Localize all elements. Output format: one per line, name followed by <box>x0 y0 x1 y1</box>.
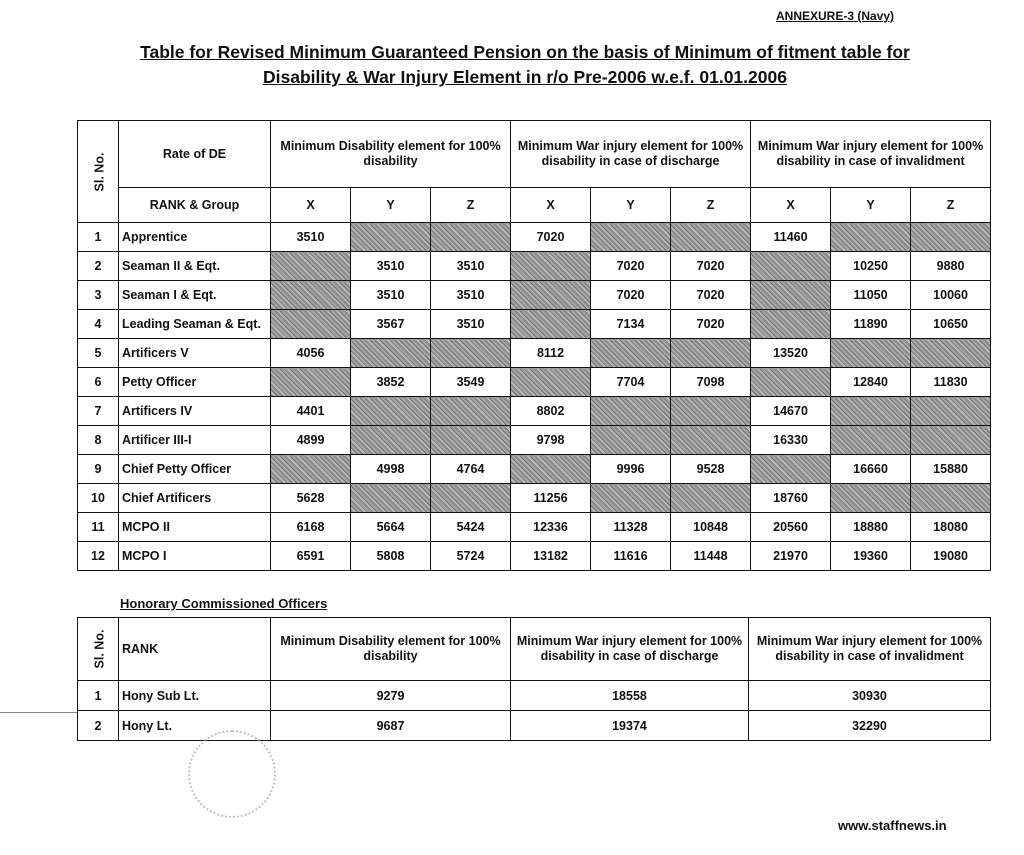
shaded-cell <box>351 397 431 426</box>
group-header-disability: Minimum Disability element for 100% disability <box>271 121 511 188</box>
value-cell: 19360 <box>831 542 911 571</box>
sl-no: 6 <box>78 368 119 397</box>
value-cell: 21970 <box>751 542 831 571</box>
sl-no: 10 <box>78 484 119 513</box>
shaded-cell <box>751 368 831 397</box>
sub-header-y: Y <box>591 188 671 223</box>
shaded-cell <box>431 397 511 426</box>
shaded-cell <box>751 310 831 339</box>
shaded-cell <box>271 281 351 310</box>
shaded-cell <box>911 426 991 455</box>
value-cell: 10650 <box>911 310 991 339</box>
shaded-cell <box>431 426 511 455</box>
value-cell: 9528 <box>671 455 751 484</box>
rank: Seaman II & Eqt. <box>119 252 271 281</box>
value-cell: 11328 <box>591 513 671 542</box>
shaded-cell <box>511 281 591 310</box>
value-cell: 7020 <box>671 310 751 339</box>
table-row <box>78 484 991 513</box>
shaded-cell <box>271 368 351 397</box>
value-cell: 9798 <box>511 426 591 455</box>
value-cell: 9279 <box>271 681 511 711</box>
table-row <box>78 426 991 455</box>
value-cell: 12840 <box>831 368 911 397</box>
value-cell: 7020 <box>511 223 591 252</box>
sl-no: 9 <box>78 455 119 484</box>
annexure-label: ANNEXURE-3 (Navy) <box>776 9 895 23</box>
value-cell: 4998 <box>351 455 431 484</box>
value-cell: 13520 <box>751 339 831 368</box>
table-row <box>78 252 991 281</box>
sub-header-y: Y <box>831 188 911 223</box>
shaded-cell <box>511 368 591 397</box>
value-cell: 5424 <box>431 513 511 542</box>
shaded-cell <box>831 397 911 426</box>
shaded-cell <box>831 223 911 252</box>
value-cell: 5628 <box>271 484 351 513</box>
shaded-cell <box>911 223 991 252</box>
rank: Chief Artificers <box>119 484 271 513</box>
rank: Leading Seaman & Eqt. <box>119 310 271 339</box>
shaded-cell <box>671 484 751 513</box>
value-cell: 3549 <box>431 368 511 397</box>
value-cell: 12336 <box>511 513 591 542</box>
value-cell: 18558 <box>511 681 749 711</box>
value-cell: 18080 <box>911 513 991 542</box>
sub-header-x: X <box>271 188 351 223</box>
sl-no: 3 <box>78 281 119 310</box>
shaded-cell <box>511 252 591 281</box>
sl-no: 1 <box>78 681 119 711</box>
rank: Apprentice <box>119 223 271 252</box>
table-row <box>78 455 991 484</box>
value-cell: 9687 <box>271 711 511 741</box>
value-cell: 3567 <box>351 310 431 339</box>
rank-header: RANK & Group <box>119 188 271 223</box>
rank: Artificer III-I <box>119 426 271 455</box>
rank: Petty Officer <box>119 368 271 397</box>
rate-header: Rate of DE <box>119 121 271 188</box>
sl-no: 2 <box>78 711 119 741</box>
table-row <box>78 310 991 339</box>
shaded-cell <box>351 484 431 513</box>
shaded-cell <box>831 484 911 513</box>
shaded-cell <box>351 339 431 368</box>
group-header-discharge: Minimum War injury element for 100% disability in case of discharge <box>511 121 751 188</box>
shaded-cell <box>831 426 911 455</box>
footer-watermark: www.staffnews.in <box>838 818 947 833</box>
value-cell: 5808 <box>351 542 431 571</box>
rank-header: RANK <box>119 618 271 681</box>
value-cell: 7020 <box>591 281 671 310</box>
value-cell: 10060 <box>911 281 991 310</box>
sl-no-header: Sl. No. <box>78 121 119 223</box>
value-cell: 6168 <box>271 513 351 542</box>
table-row <box>78 542 991 571</box>
shaded-cell <box>431 339 511 368</box>
sub-header-z: Z <box>431 188 511 223</box>
table-row <box>78 281 991 310</box>
rank: Chief Petty Officer <box>119 455 271 484</box>
shaded-cell <box>591 426 671 455</box>
value-cell: 3510 <box>431 252 511 281</box>
shaded-cell <box>271 252 351 281</box>
shaded-cell <box>911 339 991 368</box>
value-cell: 5724 <box>431 542 511 571</box>
rank: Artificers IV <box>119 397 271 426</box>
sl-no-header: Sl. No. <box>78 618 119 681</box>
shaded-cell <box>671 426 751 455</box>
shaded-cell <box>831 339 911 368</box>
value-cell: 16330 <box>751 426 831 455</box>
rank: Hony Lt. <box>119 711 271 741</box>
table-row <box>78 223 991 252</box>
shaded-cell <box>911 397 991 426</box>
value-cell: 16660 <box>831 455 911 484</box>
table-row <box>78 368 991 397</box>
table-row <box>78 339 991 368</box>
value-cell: 32290 <box>749 711 991 741</box>
shaded-cell <box>671 339 751 368</box>
value-cell: 3510 <box>431 281 511 310</box>
value-cell: 3852 <box>351 368 431 397</box>
sub-header-z: Z <box>671 188 751 223</box>
value-cell: 8802 <box>511 397 591 426</box>
value-cell: 20560 <box>751 513 831 542</box>
shaded-cell <box>351 426 431 455</box>
shaded-cell <box>431 223 511 252</box>
shaded-cell <box>591 339 671 368</box>
shaded-cell <box>911 484 991 513</box>
title-line-2: Disability & War Injury Element in r/o Pre-2006 w.e.f. 01.01.2006 <box>263 67 787 87</box>
value-cell: 11256 <box>511 484 591 513</box>
value-cell: 15880 <box>911 455 991 484</box>
rank: Artificers V <box>119 339 271 368</box>
sl-no: 2 <box>78 252 119 281</box>
value-cell: 7020 <box>591 252 671 281</box>
value-cell: 9996 <box>591 455 671 484</box>
value-cell: 14670 <box>751 397 831 426</box>
scan-line <box>0 712 77 713</box>
value-cell: 7020 <box>671 281 751 310</box>
value-cell: 4056 <box>271 339 351 368</box>
sl-no: 11 <box>78 513 119 542</box>
sub-header-y: Y <box>351 188 431 223</box>
value-cell: 3510 <box>351 281 431 310</box>
shaded-cell <box>511 455 591 484</box>
value-cell: 11616 <box>591 542 671 571</box>
value-cell: 3510 <box>271 223 351 252</box>
sl-no: 4 <box>78 310 119 339</box>
honorary-heading: Honorary Commissioned Officers <box>120 596 328 611</box>
table-row <box>78 681 991 711</box>
table-row <box>78 513 991 542</box>
rank: Seaman I & Eqt. <box>119 281 271 310</box>
value-cell: 7098 <box>671 368 751 397</box>
shaded-cell <box>591 223 671 252</box>
value-cell: 4401 <box>271 397 351 426</box>
shaded-cell <box>271 455 351 484</box>
value-cell: 11890 <box>831 310 911 339</box>
shaded-cell <box>751 281 831 310</box>
value-cell: 11830 <box>911 368 991 397</box>
sl-no: 5 <box>78 339 119 368</box>
group-header-invalidment: Minimum War injury element for 100% disability in case of invalidment <box>751 121 991 188</box>
sl-no: 1 <box>78 223 119 252</box>
official-stamp <box>188 730 276 818</box>
value-cell: 18760 <box>751 484 831 513</box>
shaded-cell <box>671 223 751 252</box>
value-cell: 8112 <box>511 339 591 368</box>
value-cell: 10250 <box>831 252 911 281</box>
rank: Hony Sub Lt. <box>119 681 271 711</box>
sub-header-z: Z <box>911 188 991 223</box>
value-cell: 18880 <box>831 513 911 542</box>
header-disability: Minimum Disability element for 100% disability <box>271 618 511 681</box>
value-cell: 30930 <box>749 681 991 711</box>
shaded-cell <box>511 310 591 339</box>
value-cell: 19080 <box>911 542 991 571</box>
value-cell: 11448 <box>671 542 751 571</box>
shaded-cell <box>431 484 511 513</box>
shaded-cell <box>671 397 751 426</box>
value-cell: 7020 <box>671 252 751 281</box>
header-invalidment: Minimum War injury element for 100% disability in case of invalidment <box>749 618 991 681</box>
shaded-cell <box>751 252 831 281</box>
sl-no: 8 <box>78 426 119 455</box>
table-row <box>78 397 991 426</box>
rank: MCPO I <box>119 542 271 571</box>
sl-no: 7 <box>78 397 119 426</box>
value-cell: 11460 <box>751 223 831 252</box>
shaded-cell <box>351 223 431 252</box>
value-cell: 3510 <box>351 252 431 281</box>
value-cell: 4764 <box>431 455 511 484</box>
value-cell: 4899 <box>271 426 351 455</box>
rank: MCPO II <box>119 513 271 542</box>
sub-header-x: X <box>751 188 831 223</box>
value-cell: 19374 <box>511 711 749 741</box>
value-cell: 6591 <box>271 542 351 571</box>
shaded-cell <box>271 310 351 339</box>
shaded-cell <box>591 397 671 426</box>
value-cell: 10848 <box>671 513 751 542</box>
value-cell: 13182 <box>511 542 591 571</box>
sub-header-x: X <box>511 188 591 223</box>
value-cell: 11050 <box>831 281 911 310</box>
value-cell: 7134 <box>591 310 671 339</box>
sl-no: 12 <box>78 542 119 571</box>
value-cell: 9880 <box>911 252 991 281</box>
value-cell: 5664 <box>351 513 431 542</box>
title-line-1: Table for Revised Minimum Guaranteed Pension on the basis of Minimum of fitment table for <box>140 42 910 62</box>
pension-table <box>77 120 991 571</box>
value-cell: 7704 <box>591 368 671 397</box>
shaded-cell <box>751 455 831 484</box>
header-discharge: Minimum War injury element for 100% disability in case of discharge <box>511 618 749 681</box>
value-cell: 3510 <box>431 310 511 339</box>
honorary-table <box>77 617 991 741</box>
shaded-cell <box>591 484 671 513</box>
